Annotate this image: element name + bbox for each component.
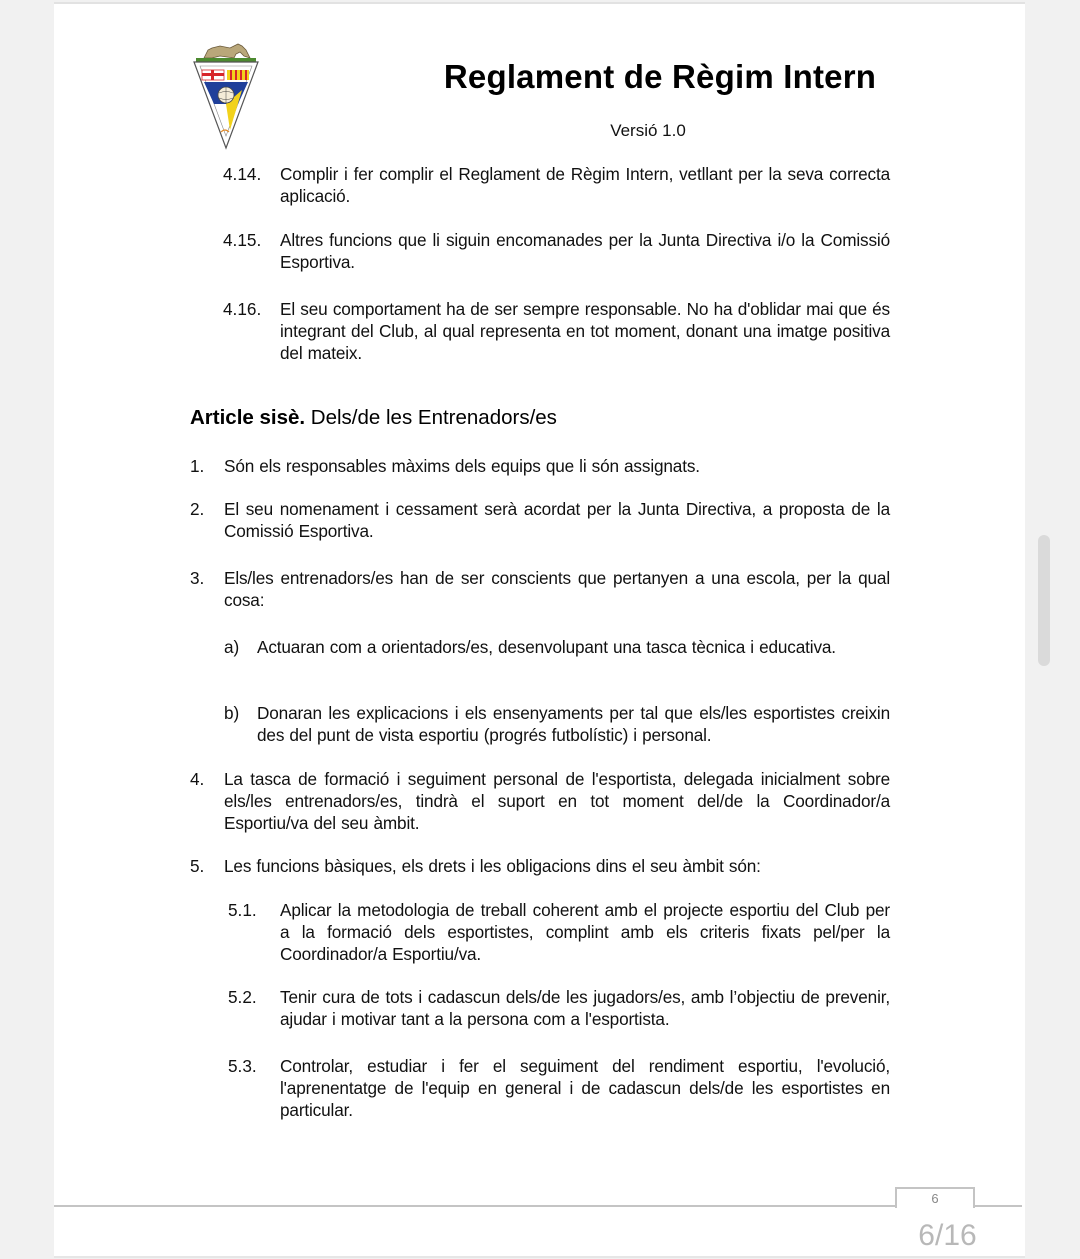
list-text: Són els responsables màxims dels equips que li són assignats. — [224, 456, 700, 476]
item-text: Altres funcions que li siguin encomanades per la Junta Directiva i/o la Comissió Esportiva. — [280, 230, 890, 272]
list-number: 5. — [190, 856, 205, 876]
list-number: 5.2. — [228, 987, 257, 1007]
page-number-tab: 6 — [895, 1187, 975, 1208]
list-number: 2. — [190, 499, 205, 519]
item-text: Complir i fer complir el Reglament de Règim Intern, vetllant per la seva correcta aplicació. — [280, 164, 890, 206]
article-heading-bold: Article sisè. — [190, 406, 306, 429]
footer-line-right — [971, 1205, 1022, 1207]
article-heading-rest: Dels/de les Entrenadors/es — [305, 406, 557, 429]
page-lower-area — [54, 1208, 1025, 1258]
list-number: 3. — [190, 568, 205, 588]
list-text: La tasca de formació i seguiment personal de l'esportista, delegada inicialment sobre els/les entrenadors/es, tindrà el suport en tot moment del/de la Coordinador/a Esportiu/va del seu àmbit. — [224, 769, 890, 833]
footer-line-left — [54, 1205, 897, 1207]
list-letter: a) — [224, 637, 240, 657]
list-text: Donaran les explicacions i els ensenyaments per tal que els/les esportistes creixin des del punt de vista esportiu (progrés futbolístic) i personal. — [257, 703, 890, 745]
list-text: Aplicar la metodologia de treball coherent amb el projecte esportiu del Club per a la formació dels esportistes, complint amb els criteris fixats pel/per la Coordinador/a Esportiu/va. — [280, 900, 890, 964]
list-text: El seu nomenament i cessament serà acordat per la Junta Directiva, a proposta de la Comissió Esportiva. — [224, 499, 890, 541]
list-letter: b) — [224, 703, 240, 723]
item-number: 4.16. — [223, 299, 262, 319]
article-heading — [190, 406, 557, 430]
page-counter: 6/16 — [918, 1219, 977, 1252]
item-number: 4.14. — [223, 164, 262, 184]
list-text: Les funcions bàsiques, els drets i les obligacions dins el seu àmbit són: — [224, 856, 761, 876]
list-text: Controlar, estudiar i fer el seguiment del rendiment esportiu, l'evolució, l'aprenentatge de l'equip en general i de cadascun dels/de les esportistes en particular. — [280, 1056, 890, 1120]
list-number: 4. — [190, 769, 205, 789]
item-number: 4.15. — [223, 230, 262, 250]
list-number: 1. — [190, 456, 205, 476]
list-text: Tenir cura de tots i cadascun dels/de les jugadors/es, amb l’objectiu de prevenir, ajudar i motivar tant a la persona com a l'esportista. — [280, 987, 890, 1029]
list-number: 5.3. — [228, 1056, 257, 1076]
list-text: Els/les entrenadors/es han de ser conscients que pertanyen a una escola, per la qual cosa: — [224, 568, 890, 610]
list-number: 5.1. — [228, 900, 257, 920]
item-text: El seu comportament ha de ser sempre responsable. No ha d'oblidar mai que és integrant del Club, al qual representa en tot moment, donant una imatge positiva del mateix. — [280, 299, 890, 363]
scrollbar-thumb[interactable] — [1038, 535, 1050, 666]
version-label: Versió 1.0 — [610, 121, 686, 140]
club-crest-logo — [190, 40, 262, 152]
page-title: Reglament de Règim Intern — [443, 58, 877, 95]
list-text: Actuaran com a orientadors/es, desenvolupant una tasca tècnica i educativa. — [257, 637, 836, 657]
fox-icon — [204, 44, 250, 58]
